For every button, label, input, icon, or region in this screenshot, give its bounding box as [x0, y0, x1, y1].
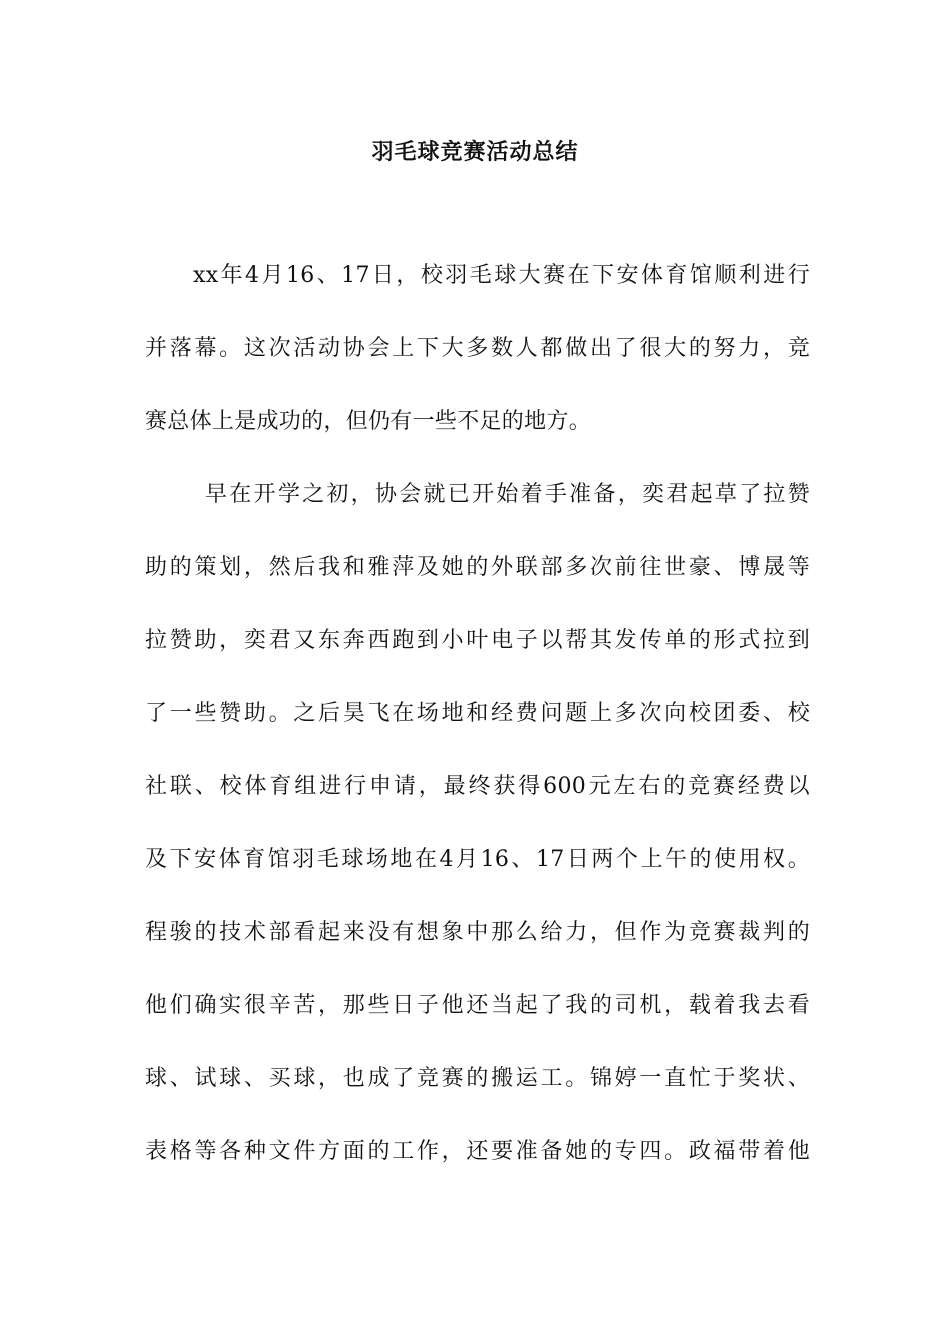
paragraph-2-line-4: 了一些赞助。之后昊飞在场地和经费问题上多次向校团委、校 — [145, 701, 810, 726]
paragraph-1-line-3: 赛总体上是成功的，但仍有一些不足的地方。 — [145, 409, 592, 434]
document-body — [145, 244, 810, 1193]
paragraph-1-line-1: xx年4月16、17日，校羽毛球大赛在下安体育馆顺利进行 — [193, 263, 810, 288]
paragraph-2-line-9: 球、试球、买球，也成了竞赛的搬运工。锦婷一直忙于奖状、 — [145, 1066, 810, 1091]
paragraph-2-line-10: 表格等各种文件方面的工作，还要准备她的专四。政福带着他 — [145, 1139, 810, 1164]
document-title: 羽毛球竞赛活动总结 — [371, 139, 579, 165]
paragraph-2-line-1: 早在开学之初，协会就已开始着手准备，奕君起草了拉赞 — [205, 482, 810, 507]
paragraph-2-line-3: 拉赞助，奕君又东奔西跑到小叶电子以帮其发传单的形式拉到 — [145, 628, 810, 653]
paragraph-2-line-6: 及下安体育馆羽毛球场地在4月16、17日两个上午的使用权。 — [145, 847, 810, 872]
paragraph-2-line-7: 程骏的技术部看起来没有想象中那么给力，但作为竞赛裁判的 — [145, 920, 810, 945]
paragraph-2-line-8: 他们确实很辛苦，那些日子他还当起了我的司机，载着我去看 — [145, 993, 810, 1018]
paragraph-1-line-2: 并落幕。这次活动协会上下大多数人都做出了很大的努力，竞 — [145, 336, 810, 361]
paragraph-2-line-5: 社联、校体育组进行申请，最终获得600元左右的竞赛经费以 — [145, 774, 810, 799]
paragraph-2-line-2: 助的策划，然后我和雅萍及她的外联部多次前往世豪、博晟等 — [145, 555, 810, 580]
